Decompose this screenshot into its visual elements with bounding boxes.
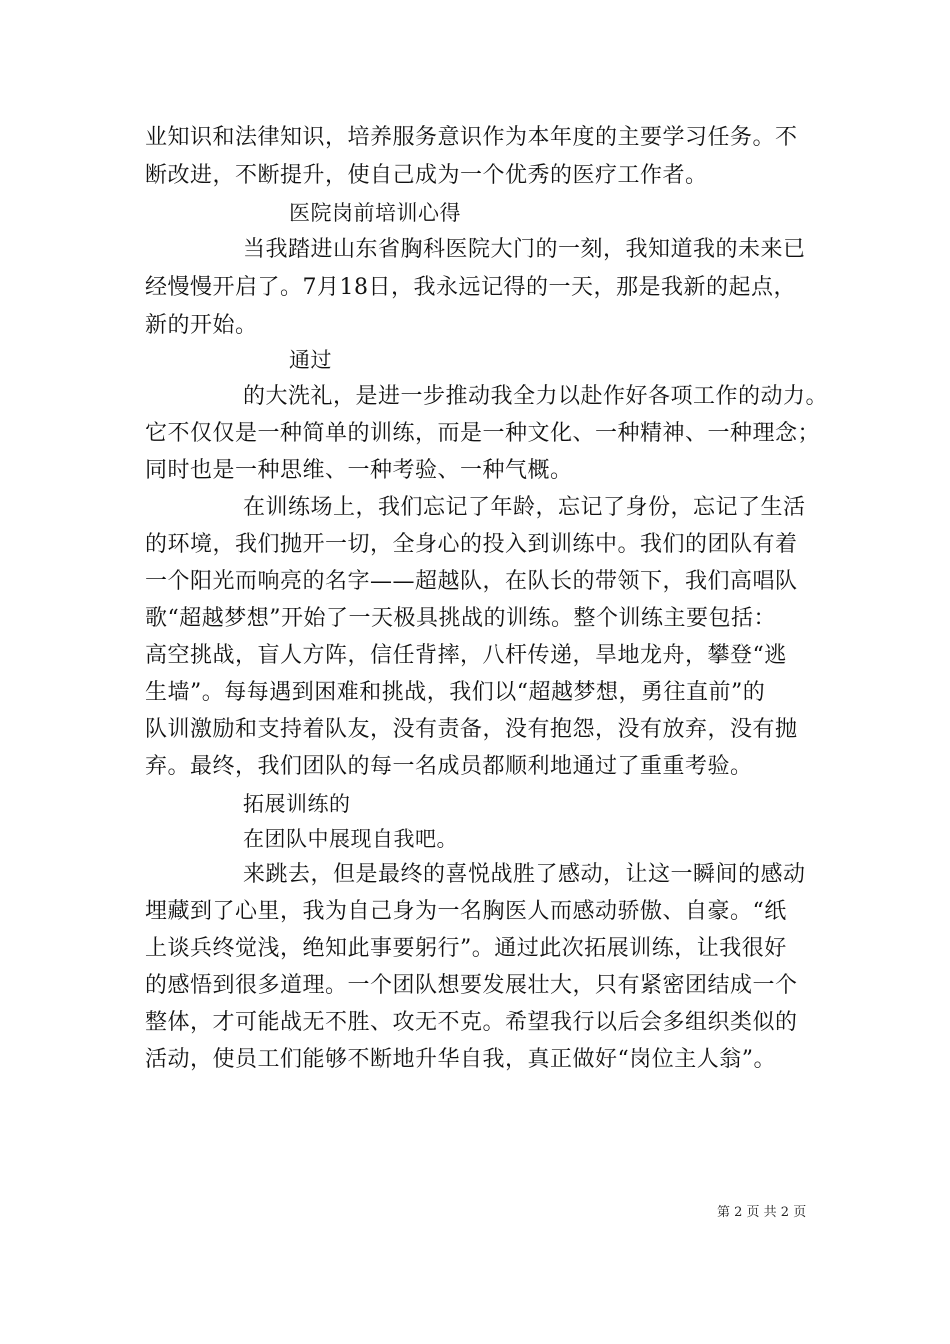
section-heading: 医院岗前培训心得 [289,201,461,225]
text-line: 新的开始。 [145,313,258,338]
text-line: 通过 [289,348,332,372]
text-line: 高空挑战，盲人方阵，信任背摔，八杆传递，旱地龙舟，攀登“逃 [145,643,787,668]
text-line: 一个阳光而响亮的名字——超越队，在队长的带领下，我们高唱队 [145,569,798,594]
text-line: 的环境，我们抛开一切，全身心的投入到训练中。我们的团队有着 [145,532,798,557]
text-line: 的感悟到很多道理。一个团队想要发展壮大，只有紧密团结成一个 [145,973,798,998]
text-line: 业知识和法律知识，培养服务意识作为本年度的主要学习任务。不 [145,125,798,150]
text-line: 歌“超越梦想”开始了一天极具挑战的训练。整个训练主要包括： [145,606,776,631]
text-line: 在训练场上，我们忘记了年龄，忘记了身份，忘记了生活 [243,495,806,520]
text-line: 当我踏进山东省胸科医院大门的一刻，我知道我的未来已 [243,237,806,262]
text-line: 的大洗礼，是进一步推动我全力以赴作好各项工作的动力。 [243,384,829,409]
text-line: 生墙”。每每遇到困难和挑战，我们以“超越梦想，勇往直前”的 [145,680,766,705]
text-line: 它不仅仅是一种简单的训练，而是一种文化、一种精神、一种理念； [145,421,821,446]
text-line: 活动，使员工们能够不断地升华自我，真正做好“岗位主人翁”。 [145,1047,776,1072]
text-line: 上谈兵终觉浅，绝知此事要躬行”。通过此次拓展训练，让我很好 [145,936,787,961]
text-line: 断改进，不断提升，使自己成为一个优秀的医疗工作者。 [145,163,708,188]
text-line: 弃。最终，我们团队的每一名成员都顺利地通过了重重考验。 [145,754,753,779]
text-line: 同时也是一种思维、一种考验、一种气概。 [145,458,573,483]
text-line: 经慢慢开启了。7月18日，我永远记得的一天，那是我新的起点， [145,275,796,300]
text-line: 队训激励和支持着队友，没有责备，没有抱怨，没有放弃，没有抛 [145,717,798,742]
text-line: 埋藏到了心里，我为自己身为一名胸医人而感动骄傲、自豪。“纸 [145,899,787,924]
text-line: 来跳去，但是最终的喜悦战胜了感动，让这一瞬间的感动 [243,862,806,887]
text-line: 拓展训练的 [243,792,351,816]
text-line: 在团队中展现自我吧。 [243,827,458,851]
page-number: 第 2 页 共 2 页 [717,1205,807,1220]
text-line: 整体，才可能战无不胜、攻无不克。希望我行以后会多组织类似的 [145,1010,798,1035]
